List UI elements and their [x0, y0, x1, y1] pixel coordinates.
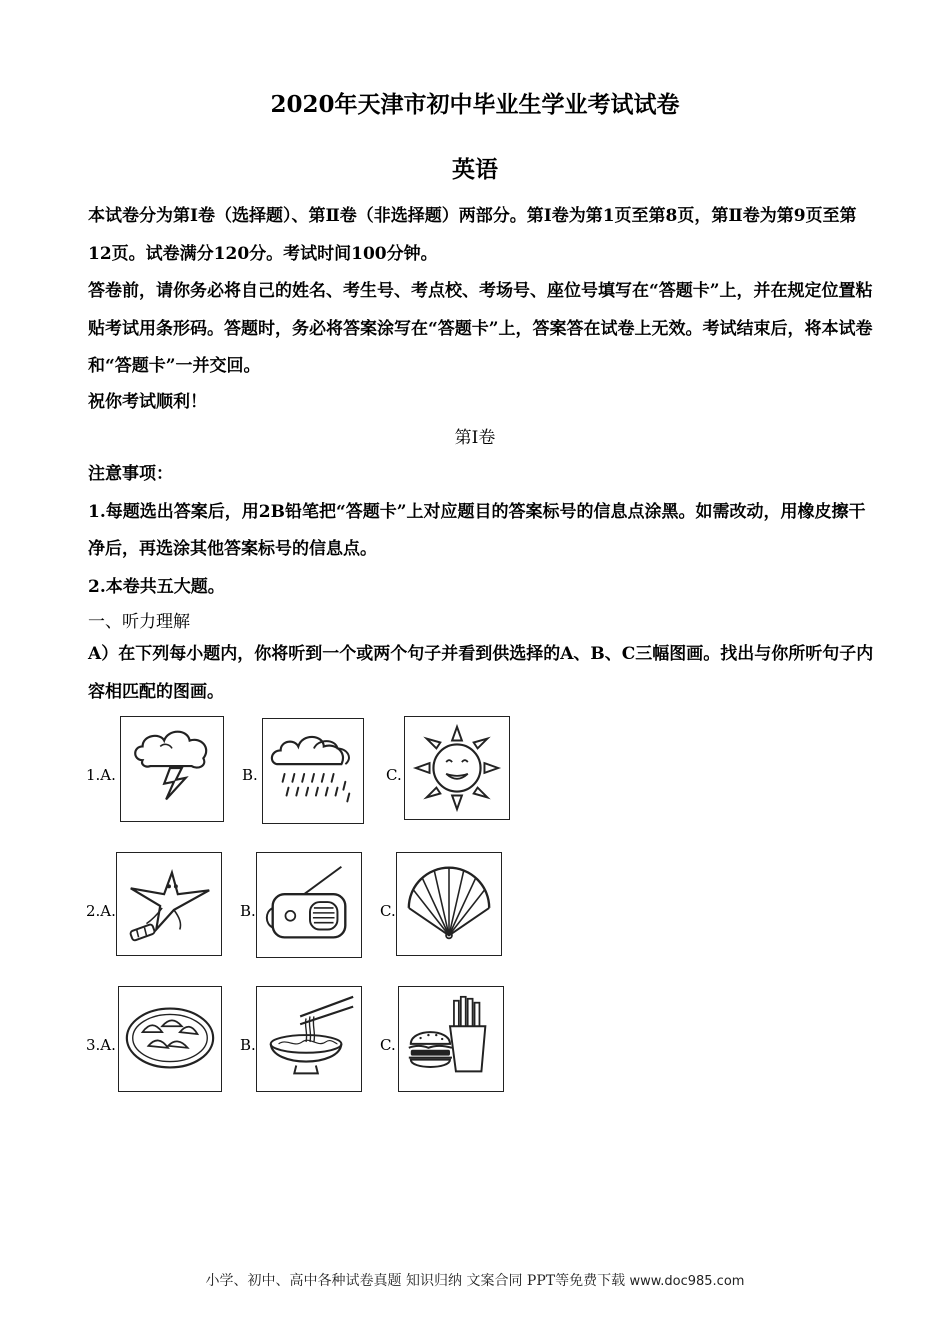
footer-text: 小学、初中、高中各种试卷真题 知识归纳 文案合同 PPT等免费下载	[205, 1273, 626, 1289]
q2-option-a-label: 2.A.	[86, 902, 116, 920]
subject-title: 英语	[452, 156, 498, 183]
page-footer	[0, 1270, 950, 1290]
q2-option-c-label: C.	[380, 902, 396, 920]
radio-icon[interactable]	[256, 852, 362, 958]
q3-option-a-label: 3.A.	[86, 1036, 116, 1054]
part-a-instruction: A）在下列每小题内，你将听到一个或两个句子并看到供选择的A、B、C三幅图画。找出与你所听句子内容相匹配的图画。	[88, 644, 874, 702]
rain-cloud-icon[interactable]	[262, 718, 364, 824]
q3-option-b-label: B.	[240, 1036, 256, 1054]
part1-heading: 一、听力理解	[88, 612, 190, 632]
page-title: 2020年天津市初中毕业生学业考试试卷	[270, 91, 680, 118]
q1-option-b-label: B.	[242, 766, 258, 784]
notes-heading: 注意事项：	[88, 464, 173, 484]
instructions-paragraph: 答卷前，请你务必将自己的姓名、考生号、考点校、考场号、座位号填写在“答题卡”上，并在规定位置粘贴考试用条形码。答题时，务必将答案涂写在“答题卡”上，答案答在试卷上无效。考试结束后，将本试卷和“答题卡”一并交回。	[88, 281, 873, 376]
footer-link[interactable]: www.doc985.com	[629, 1274, 745, 1289]
notes-item-1: 1.每题选出答案后，用2B铅笔把“答题卡”上对应题目的答案标号的信息点涂黑。如需改动，用橡皮擦干净后，再选涂其他答案标号的信息点。	[88, 501, 866, 559]
q1-option-c-label: C.	[386, 766, 402, 784]
noodle-bowl-icon[interactable]	[256, 986, 362, 1092]
dumplings-plate-icon[interactable]	[118, 986, 222, 1092]
smiling-sun-icon[interactable]	[404, 716, 510, 820]
section-heading: 第Ⅰ卷	[454, 428, 496, 448]
burger-fries-icon[interactable]	[398, 986, 504, 1092]
kite-icon[interactable]	[116, 852, 222, 956]
q1-option-a-label: 1.A.	[86, 766, 116, 784]
q3-option-c-label: C.	[380, 1036, 396, 1054]
notes-item-2: 2.本卷共五大题。	[88, 576, 225, 597]
good-luck-line: 祝你考试顺利！	[88, 392, 207, 412]
folding-fan-icon[interactable]	[396, 852, 502, 956]
q2-option-b-label: B.	[240, 902, 256, 920]
thunderstorm-icon[interactable]	[120, 716, 224, 822]
intro-paragraph: 本试卷分为第Ⅰ卷（选择题）、第Ⅱ卷（非选择题）两部分。第Ⅰ卷为第1页至第8页，第Ⅱ卷为第9页至第12页。试卷满分120分。考试时间100分钟。	[88, 206, 857, 264]
notes-block	[88, 456, 878, 606]
